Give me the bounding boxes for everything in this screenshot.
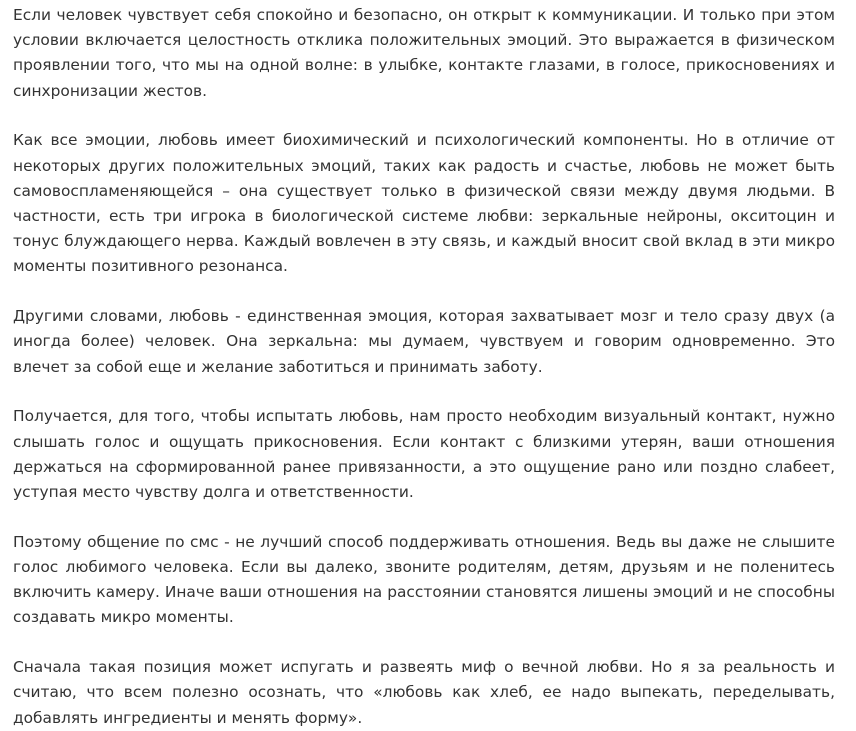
paragraph-2: Как все эмоции, любовь имеет биохимический и психологический компоненты. Но в отличие от некоторых других положительных эмоций, таких как радость и счастье, любовь не может быть самовоспламеняющейся – она существует только в физической связи между двумя людьми. В частности, есть три игрока в биологической системе любви: зеркальные нейроны, окситоцин и тонус блуждающего нерва. Каждый вовлечен в эту связь, и каждый вносит свой вклад в эти микро моменты позитивного резонанса. — [13, 131, 835, 276]
paragraph-5: Поэтому общение по смс - не лучший способ поддерживать отношения. Ведь вы даже не слышите голос любимого человека. Если вы далеко, звоните родителям, детям, друзьям и не поленитесь включить камеру. Иначе ваши отношения на расстоянии становятся лишены эмоций и не способны создавать микро моменты. — [13, 532, 835, 627]
paragraph-6: Сначала такая позиция может испугать и развеять миф о вечной любви. Но я за реальность и считаю, что всем полезно осознать, что «любовь как хлеб, ее надо выпекать, переделывать, добавлять ингредиенты и менять форму». — [13, 658, 835, 727]
paragraph-1: Если человек чувствует себя спокойно и безопасно, он открыт к коммуникации. И только при этом условии включается целостность отклика положительных эмоций. Это выражается в физическом проявлении того, что мы на одной волне: в улыбке, контакте глазами, в голосе, прикосновениях и синхронизации жестов. — [13, 6, 835, 100]
paragraph-4: Получается, для того, чтобы испытать любовь, нам просто необходим визуальный контакт, нужно слышать голос и ощущать прикосновения. Если контакт с близкими утерян, ваши отношения держаться на сформированной ранее привязанности, а это ощущение рано или поздно слабеет, уступая место чувству долга и ответственности. — [13, 407, 835, 502]
article-body — [13, 3, 835, 731]
paragraph-3: Другими словами, любовь - единственная эмоция, которая захватывает мозг и тело сразу двух (а иногда более) человек. Она зеркальна: мы думаем, чувствуем и говорим одновременно. Это влечет за собой еще и желание заботиться и принимать заботу. — [13, 307, 835, 376]
